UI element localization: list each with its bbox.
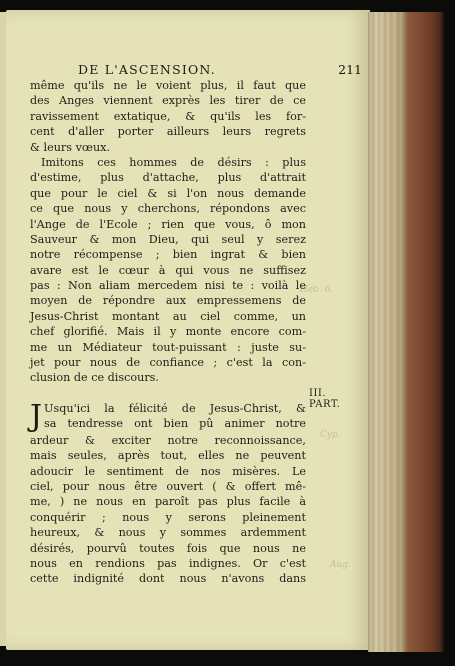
paragraph-2 bbox=[30, 155, 306, 386]
text-line: ravissement extatique, & qu'ils les for- bbox=[30, 109, 306, 123]
text-line: que pour le ciel & si l'on nous demande bbox=[30, 186, 306, 200]
body-text bbox=[30, 78, 306, 587]
text-line: même qu'ils ne le voient plus, il faut que bbox=[30, 79, 306, 92]
text-line: moyen de répondre aux empressemens de bbox=[30, 294, 306, 308]
text-line: jet pour nous de confiance ; c'est la con- bbox=[30, 356, 306, 370]
text-line: Usqu'ici la félicité de Jesus-Christ, & bbox=[44, 401, 306, 415]
page-stack-edges bbox=[368, 12, 444, 652]
running-header bbox=[78, 62, 364, 78]
text-line: d'estime, plus d'attache, plus d'attrait bbox=[30, 171, 306, 185]
text-line: notre récompense ; bien ingrat & bien bbox=[30, 248, 306, 262]
text-line: adoucir le sentiment de nos misères. Le bbox=[30, 464, 306, 478]
bleed-through-mark: Aug. bbox=[330, 560, 351, 570]
marginal-note-line: PART. bbox=[309, 399, 341, 410]
page-number: 211 bbox=[338, 62, 362, 77]
text-line: désirés, pourvû toutes fois que nous ne bbox=[30, 541, 306, 555]
text-line: pas : Non aliam mercedem nisi te : voilà le bbox=[30, 279, 306, 293]
paragraph-3 bbox=[30, 398, 306, 587]
text-line: Jesus-Christ montant au ciel comme, un bbox=[30, 309, 306, 323]
marginal-note bbox=[309, 388, 349, 410]
text-line: ardeur & exciter notre reconnoissance, bbox=[30, 433, 306, 447]
text-line: des Anges viennent exprès les tirer de ce bbox=[30, 94, 306, 108]
text-line: chef glorifié. Mais il y monte encore com- bbox=[30, 325, 306, 339]
text-line: avare est le cœur à qui vous ne suffisez bbox=[30, 263, 306, 277]
drop-cap: J bbox=[30, 398, 43, 434]
text-line: mais seules, après tout, elles ne peuvent bbox=[30, 449, 306, 463]
text-line: conquérir ; nous y serons pleinement bbox=[30, 510, 306, 524]
paragraph-1 bbox=[30, 78, 306, 155]
text-line: cette indignité dont nous n'avons dans bbox=[30, 572, 306, 586]
text-line: l'Ange de l'Ecole ; rien que vous, ô mon bbox=[30, 217, 306, 231]
text-line: & leurs vœux. bbox=[30, 140, 111, 154]
text-line: ciel, pour nous être ouvert ( & offert mê- bbox=[30, 479, 306, 493]
text-line: sa tendresse ont bien pû animer notre bbox=[44, 417, 306, 431]
text-line: nous en rendions pas indignes. Or c'est bbox=[30, 556, 306, 570]
text-line: Imitons ces hommes de désirs : plus bbox=[41, 155, 306, 169]
text-line: ce que nous y cherchons, répondons avec bbox=[30, 202, 306, 216]
marginal-note-line: III. bbox=[309, 388, 327, 399]
text-line: clusion de ce discours. bbox=[30, 371, 159, 385]
text-line: cent d'aller porter ailleurs leurs regrets bbox=[30, 125, 306, 139]
text-line: Sauveur & mon Dieu, qui seul y serez bbox=[30, 232, 306, 246]
text-line: me un Médiateur tout-puissant : juste su- bbox=[30, 340, 306, 354]
bleed-through-mark: Cyp. bbox=[320, 430, 341, 440]
running-title: DE L'ASCENSION. bbox=[78, 62, 216, 77]
text-line: heureux, & nous y sommes ardemment bbox=[30, 526, 306, 540]
bleed-through-mark: Heb. 6. bbox=[300, 285, 334, 295]
text-line: me, ) ne nous en paroît pas plus facile à bbox=[30, 495, 306, 509]
